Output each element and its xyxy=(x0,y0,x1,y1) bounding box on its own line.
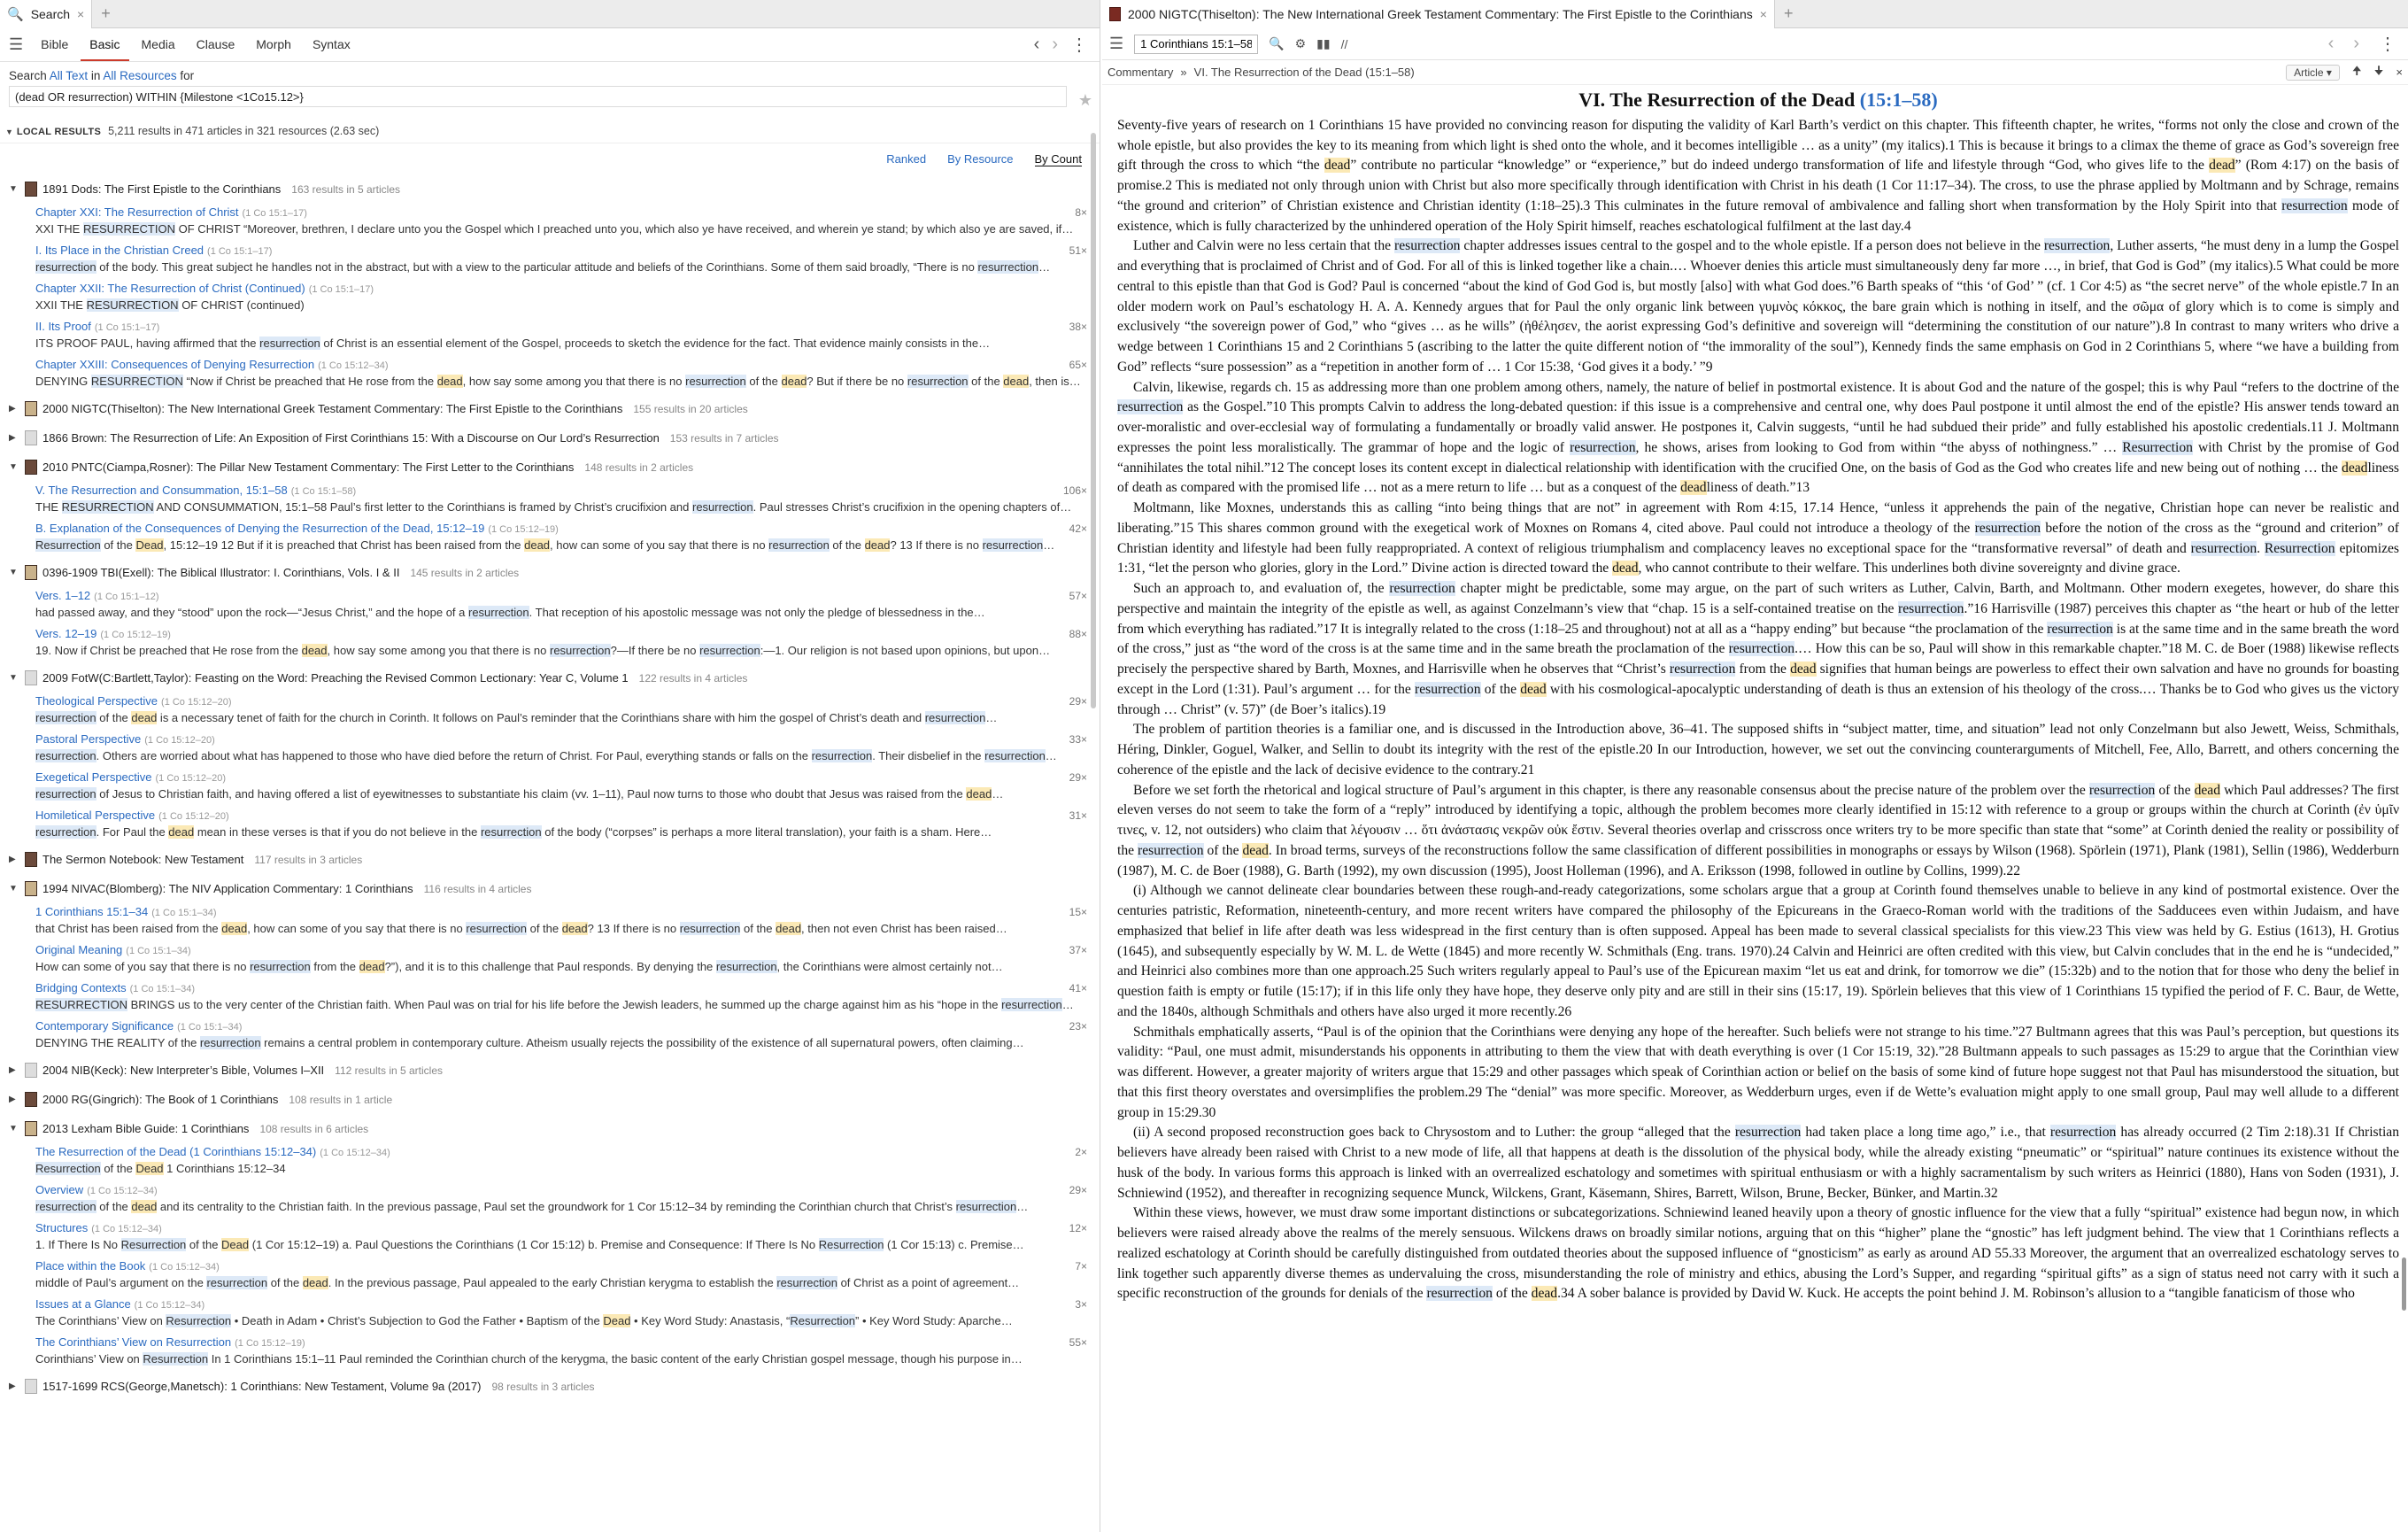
results-scrollbar[interactable] xyxy=(1091,133,1096,708)
result-hit-heading xyxy=(35,770,1087,786)
result-hit-count: 42× xyxy=(1069,522,1087,535)
result-hit[interactable] xyxy=(9,980,1087,1013)
article-heading xyxy=(1117,90,2399,111)
result-group-title[interactable]: 2010 PNTC(Ciampa,Rosner): The Pillar New Testament Commentary: The First Letter to the Corinthians xyxy=(42,460,575,474)
search-mode-bar xyxy=(0,28,1100,62)
result-hit-snippet: resurrection. Others are worried about what has happened to those who have died before the return of Christ. For Paul, everything stands or falls on the resurrection. Their disbelief in the resurrection… xyxy=(35,749,1057,762)
result-hit[interactable] xyxy=(9,1144,1087,1177)
add-tab-button[interactable]: + xyxy=(1783,4,1794,22)
result-group-header[interactable] xyxy=(9,398,1087,419)
result-hit-count: 29× xyxy=(1069,1184,1087,1196)
result-hit-snippet: RESURRECTION BRINGS us to the very center of the Christian faith. When Paul was on trial for his life before the Jewish leaders, he summed up the charge against him as his “hope in the resurrection… xyxy=(35,998,1074,1011)
reader-panel xyxy=(1102,0,2408,1532)
result-hit-reference: (1 Co 15:12–34) xyxy=(87,1186,158,1196)
result-hit-snippet: XXII THE RESURRECTION OF CHRIST (continued) xyxy=(35,298,305,312)
back-icon[interactable]: ‹ xyxy=(2327,34,2335,53)
result-hit-snippet: Resurrection of the Dead 1 Corinthians 15:12–34 xyxy=(35,1162,286,1175)
book-icon xyxy=(25,460,37,475)
result-hit-count: 33× xyxy=(1069,733,1087,746)
article-paragraph: (i) Although we cannot delineate clear boundaries between these rough-and-ready categorizations, some scholars argue that a group at Corinth found themselves unable to believe in any kind of postmortal existence. Over the centuries patristic, Reformation, nineteenth-century, and more recent writers have compared the philosophy of the Epicureans in the Graeco-Roman world with the traditions of the Sadducees even within Judaism, and have emphasized that belief in life after death was less widespread in the first century than is often supposed. Appeal has been made to several classical specialists for this view.23 This view was held by G. Estius (1613), H. Grotius (1645), and subsequently especially by W. M. L. de Wette (1845) and more recently W. Schmithals (Eng. trans. 1970).24 Calvin and Heinrici are often credited with this view, but Calvin concludes that in the end he is “undecided,” and Heinrici also combines more than one approach.25 Such writers regularly appeal to Paul’s use of the Epicurean maxim “let us eat and drink, for tomorrow we die” (15:32b) and to the notion that for those who deny the belief in question faith is empty or futile (15:17); if in this life only they have hope, they deserve only pity and are still in their sins (15:17, 19). Spörlein believes that this view of 1 Corinthians 15 typified the period of F. C. Baur, de Wette, and the 1840s, although Schmithals and others have also urged it more recently.26 xyxy=(1117,883,2399,1019)
result-hit-snippet: How can some of you say that there is no resurrection from the dead?”), and it is to this challenge that Paul responds. By denying the resurrection, the Corinthians were almost certainly not… xyxy=(35,960,1003,973)
tab-bible[interactable]: Bible xyxy=(41,37,69,51)
result-hit[interactable] xyxy=(9,357,1087,390)
result-hit-reference: (1 Co 15:12–20) xyxy=(144,735,215,746)
result-hit-reference: (1 Co 15:12–19) xyxy=(235,1338,305,1349)
result-hit-snippet: DENYING THE REALITY of the resurrection remains a central problem in contemporary culture. Atheism usually rejects the possibility of the existence of all supernatural powers, often claiming… xyxy=(35,1036,1024,1049)
sort-options xyxy=(0,143,1100,166)
result-hit-reference: (1 Co 15:1–34) xyxy=(126,946,191,956)
result-hit-heading xyxy=(35,1258,1087,1275)
arrow-down-icon[interactable]: 🠋 xyxy=(2373,63,2384,77)
search-icon: 🔍 xyxy=(7,6,24,22)
chevron-right-icon[interactable]: ▶ xyxy=(9,1381,16,1391)
tab-media[interactable]: Media xyxy=(141,37,175,51)
resource-tab-title: 2000 NIGTC(Thiselton): The New International Greek Testament Commentary: The First Epistle to the Corinthians xyxy=(1128,6,1753,21)
book-icon xyxy=(25,670,37,685)
chevron-right-icon[interactable]: ▶ xyxy=(9,1095,16,1104)
result-hit-snippet: middle of Paul’s argument on the resurrection of the dead. In the previous passage, Paul appealed to the early Christian kerygma to establish the resurrection of Christ as a point of agreement… xyxy=(35,1276,1020,1289)
result-hit-snippet: resurrection of the dead and its centrality to the Christian faith. In the previous passage, Paul set the groundwork for 1 Cor 15:12–34 by reminding the Corinthian church that Christ’s resurrection… xyxy=(35,1200,1029,1213)
sort-ranked[interactable]: Ranked xyxy=(886,152,927,166)
result-hit[interactable] xyxy=(9,1018,1087,1051)
result-group-count: 145 results in 2 articles xyxy=(410,566,520,579)
result-group-count: 116 results in 4 articles xyxy=(423,882,532,895)
result-group-title[interactable]: 2013 Lexham Bible Guide: 1 Corinthians xyxy=(42,1122,250,1135)
more-icon[interactable]: ⋮ xyxy=(1070,35,1088,55)
result-hit-snippet: The Corinthians’ View on Resurrection • Death in Adam • Christ’s Subjection to God the Father • Baptism of the Dead • Key Word Study: Anastasis, “Resurrection” • Key Word Study: Aparche… xyxy=(35,1314,1013,1327)
article-paragraph: Schmithals emphatically asserts, “Paul is of the opinion that the Corinthians were denying any hope of the hereafter. Such beliefs were not strange to his time.”27 Bultmann agrees that this was Paul’s perception, but questions its validity: “Paul, one must admit, misunderstands his opponents in attributing to them the view that with death everything is over (1 Cor 15:19, 32).”28 Bultmann appeals to such passages as 15:29 to argue that the Corinthian view was different. However, a greater majority of writers argue that 15:29 and other passages which speak of Corinthian action or belief on the basis of some kind of future hope suggest not that Paul has misunderstood the situation, but that this first theory overstates and oversimplifies the problem.29 The “denial” was more specific. Moreover, as Wedderburn urges, even if de Wette’s evaluation might apply to one small group, Paul may well allude to a different group in 15:29.30 xyxy=(1117,1024,2399,1120)
result-hit-title[interactable]: Issues at a Glance xyxy=(35,1297,131,1311)
result-hit-heading xyxy=(35,1182,1087,1199)
result-hit-count: 8× xyxy=(1075,206,1087,219)
result-group-header[interactable] xyxy=(9,428,1087,448)
result-hit-heading xyxy=(35,626,1087,643)
result-hit-title[interactable]: Theological Perspective xyxy=(35,694,158,708)
book-icon xyxy=(25,1063,37,1078)
result-hit-count: 38× xyxy=(1069,321,1087,333)
result-hit-count: 65× xyxy=(1069,359,1087,371)
result-hit-title[interactable]: Bridging Contexts xyxy=(35,981,127,994)
close-icon[interactable]: × xyxy=(1759,6,1767,21)
article-paragraph: Calvin, likewise, regards ch. 15 as addressing more than one problem among others, namely, the nature of belief in postmortal existence. It is about God and the nature of the gospel; this is why Paul “refers to the doctrine of the resurrection as the Gospel.”10 This prompts Calvin to address the long-debated question: if this issue is a comprehensive and central one, why does Paul postpone it until almost the end of the epistle? His answer tends toward an over-moralistic and over-ecclesial way of formulating a fundamentally or broadly valid answer. He postpones it, Calvin suggests, “until he had subdued their pride” and fully established his apostolic credentials.11 J. Moltmann expresses the point less moralistically. The grammar of hope and the logic of resurrection, he shows, arises from looking to God from within “the abyss of nothingness.” … Resurrection with Christ by the promise of God “annihilates the total nihil.”12 The concept loses its content except in dialectical relationship with identification with the crucified One, on the basis of God as the God who creates life and new being out of nothing … the deadliness of death as compared with the promised life … not as a mere return to life … but as a conquest of the deadliness of death.”13 xyxy=(1117,379,2399,496)
result-hit[interactable] xyxy=(9,904,1087,937)
book-icon xyxy=(25,1121,37,1136)
result-hit[interactable] xyxy=(9,942,1087,975)
result-hit-heading xyxy=(35,980,1087,997)
result-hit-heading xyxy=(35,483,1087,499)
result-hit-title[interactable]: B. Explanation of the Consequences of Denying the Resurrection of the Dead, 15:12–19 xyxy=(35,522,485,535)
result-hit[interactable] xyxy=(9,626,1087,659)
result-hit-title[interactable]: Chapter XXIII: Consequences of Denying Resurrection xyxy=(35,358,315,371)
result-hit-reference: (1 Co 15:12–20) xyxy=(158,811,229,822)
result-hit-reference: (1 Co 15:1–12) xyxy=(94,592,159,602)
result-hit-heading xyxy=(35,205,1087,221)
chevron-right-icon[interactable]: ▶ xyxy=(9,404,16,414)
result-hit-reference: (1 Co 15:1–58) xyxy=(290,486,357,497)
result-hit[interactable] xyxy=(9,588,1087,621)
result-hit-heading xyxy=(35,693,1087,710)
result-hit-count: 106× xyxy=(1062,484,1087,497)
result-hit[interactable] xyxy=(9,205,1087,237)
result-hit-reference: (1 Co 15:1–17) xyxy=(94,322,160,333)
result-hit[interactable] xyxy=(9,1182,1087,1215)
tab-basic[interactable]: Basic xyxy=(81,28,128,61)
back-icon[interactable]: ‹ xyxy=(1033,35,1040,54)
book-icon xyxy=(25,1092,37,1107)
chevron-down-icon[interactable]: ▼ xyxy=(5,128,13,136)
result-hit-snippet: THE RESURRECTION AND CONSUMMATION, 15:1–58 Paul’s first letter to the Corinthians is framed by Christ’s crucifixion and resurrection. Paul stresses Christ’s crucifixion in the opening chapters of… xyxy=(35,500,1072,514)
result-hit-snippet: resurrection of the body. This great subject he handles not in the abstract, but with a view to the particular attitude and beliefs of the Corinthians. Some of them said broadly, “There is no resurrection… xyxy=(35,260,1051,274)
right-tab-bar xyxy=(1102,0,2408,28)
result-hit-snippet: resurrection of Jesus to Christian faith, and having offered a list of eyewitnesses to substantiate his claim (vv. 1–11), Paul now turns to those who doubt that Jesus was raised from the dead… xyxy=(35,787,1004,801)
chevron-right-icon[interactable]: ▶ xyxy=(9,1065,16,1075)
article-paragraph: Luther and Calvin were no less certain that the resurrection chapter addresses issues central to the gospel and to the whole epistle. If a person does not believe in the resurrection, Luther asserts, “he must deny in a lump the Gospel and everything that is proclaimed of Christ and of God. For all of this is linked together like a chain.… Whoever denies this article must simultaneously deny far more …, in brief, that God is God” (my italics).5 What could be more central to this epistle than that God is God? Paul is concerned “about the kind of God God is, but mostly [also] with what God does.”6 Barth speaks of “this ‘of God’ ” (cf. 1 Cor 4:5) as “the secret nerve” of the whole epistle.7 In an older modern work on Paul’s eschatology H. A. A. Kennedy argues that for Paul the only organic link between γυμνὸς κόκκος, the bare grain which is nothing in itself, and the σῶμα of glory which is to come is simply and exclusively “the sovereign power of God,” who “gives … as he wills” (ἠθέλησεν, the aorist expressing God’s definitive and sovereign will “determining the constitution of our nature”).8 In contrast to many writers who drive a wedge between 1 Corinthians 15 and 2 Corinthians 5 (ascribing to the latter the quite different notion of “the immorality of the soul”), Kennedy finds the same emphasis on God in 2 Corinthians 5, where “we have a building from God” reflects “sure possession” as a “repetition in another form of … 1 Cor 15:38, ‘God gives it a body.’ ”9 xyxy=(1117,238,2399,375)
result-hit-heading xyxy=(35,521,1087,538)
result-hit-snippet: DENYING RESURRECTION “Now if Christ be preached that He rose from the dead, how say some among you that there is no resurrection of the dead? But if there be no resurrection of the dead, then is… xyxy=(35,375,1081,388)
chevron-right-icon[interactable]: ▶ xyxy=(9,855,16,864)
result-hit-count: 31× xyxy=(1069,809,1087,822)
result-hit-snippet: 1. If There Is No Resurrection of the Dead (1 Cor 15:12–19) a. Paul Questions the Corinthians (1 Cor 15:12) b. Premise and Consequence: If There Is No Resurrection (1 Cor 15:13) c. Premise… xyxy=(35,1238,1024,1251)
article-dropdown[interactable]: Article ▾ xyxy=(2286,65,2340,81)
result-hit-snippet: had passed away, and they “stood” upon the rock—“Jesus Christ,” and the hope of a resurrection. That reception of his apostolic message was not only the pledge of blessedness in the… xyxy=(35,606,985,619)
result-hit-title[interactable]: Overview xyxy=(35,1183,84,1196)
chevron-down-icon[interactable]: ▼ xyxy=(9,568,18,577)
result-hit-heading xyxy=(35,1220,1087,1237)
book-icon xyxy=(1109,7,1121,21)
result-hit-heading xyxy=(35,357,1087,374)
close-icon[interactable]: × xyxy=(2396,66,2403,79)
result-group-count: 148 results in 2 articles xyxy=(584,460,694,474)
search-scope xyxy=(0,62,1100,82)
article-label: Article xyxy=(2294,66,2324,79)
in-label: in xyxy=(90,69,101,82)
result-group-title[interactable]: 2000 NIGTC(Thiselton): The New International Greek Testament Commentary: The First Epistle to the Corinthians xyxy=(42,402,623,415)
result-group-header[interactable] xyxy=(9,668,1087,688)
for-label: for xyxy=(180,69,195,82)
result-hit-title[interactable]: Structures xyxy=(35,1221,89,1234)
result-hit[interactable] xyxy=(9,1296,1087,1329)
result-hit-count: 29× xyxy=(1069,695,1087,708)
result-group-header[interactable] xyxy=(9,1376,1087,1397)
breadcrumb-separator: » xyxy=(1180,66,1187,79)
result-group-header[interactable] xyxy=(9,1118,1087,1139)
close-icon[interactable]: × xyxy=(77,6,85,21)
left-tab-bar xyxy=(0,0,1100,28)
result-hit-count: 15× xyxy=(1069,906,1087,918)
result-hit-title[interactable]: Vers. 12–19 xyxy=(35,627,97,640)
all-text-link[interactable]: All Text xyxy=(49,69,89,82)
result-group-count: 117 results in 3 articles xyxy=(254,853,363,866)
result-hit-title[interactable]: Contemporary Significance xyxy=(35,1019,174,1033)
chevron-down-icon[interactable]: ▼ xyxy=(9,462,18,472)
result-hit-title[interactable]: Chapter XXII: The Resurrection of Christ (Continued) xyxy=(35,282,305,295)
result-group-title[interactable]: 1866 Brown: The Resurrection of Life: An Exposition of First Corinthians 15: With a Discourse on Our Lord’s Resurrection xyxy=(42,431,660,445)
result-hit-reference: (1 Co 15:12–34) xyxy=(318,360,389,371)
result-hit-heading xyxy=(35,1018,1087,1035)
resource-tab[interactable] xyxy=(1102,0,1775,28)
chevron-down-icon[interactable]: ▼ xyxy=(9,673,18,683)
star-icon[interactable]: ★ xyxy=(1077,91,1092,109)
result-hit-heading xyxy=(35,588,1087,605)
results-list xyxy=(0,166,1100,1397)
result-group-header[interactable] xyxy=(9,849,1087,870)
tab-morph[interactable]: Morph xyxy=(256,37,291,51)
search-tab[interactable] xyxy=(0,0,92,28)
chevron-down-icon[interactable]: ▼ xyxy=(9,184,18,194)
result-hit-count: 37× xyxy=(1069,944,1087,956)
result-hit-title[interactable]: Pastoral Perspective xyxy=(35,732,142,746)
result-hit-count: 23× xyxy=(1069,1020,1087,1033)
reference-input[interactable] xyxy=(1134,35,1258,54)
book-icon xyxy=(25,881,37,896)
menu-icon[interactable]: ☰ xyxy=(9,35,24,53)
result-hit[interactable] xyxy=(9,1220,1087,1253)
result-hit-title[interactable]: V. The Resurrection and Consummation, 15:1–58 xyxy=(35,484,288,497)
article-heading-text: VI. The Resurrection of the Dead xyxy=(1578,89,1856,111)
result-group-count: 108 results in 1 article xyxy=(289,1093,393,1106)
result-hit-title[interactable]: I. Its Place in the Christian Creed xyxy=(35,244,205,257)
result-hit-snippet: XXI THE RESURRECTION OF CHRIST “Moreover, brethren, I declare unto you the Gospel which I preached unto you, which also ye have received, and wherein ye stand; by which also ye are saved, if… xyxy=(35,222,1074,236)
result-hit-heading xyxy=(35,1296,1087,1313)
result-hit-reference: (1 Co 15:1–34) xyxy=(177,1022,243,1033)
result-hit-title[interactable]: Vers. 1–12 xyxy=(35,589,91,602)
result-hit-count: 3× xyxy=(1075,1298,1087,1311)
heading-reference-link[interactable]: (15:1–58) xyxy=(1859,89,1938,111)
result-hit-heading xyxy=(35,808,1087,824)
search-icon[interactable]: 🔍 xyxy=(1269,36,1285,50)
result-group-header[interactable] xyxy=(9,1089,1087,1110)
result-hit-title[interactable]: Exegetical Perspective xyxy=(35,770,152,784)
results-count-text: 5,211 results in 471 articles in 321 resources (2.63 sec) xyxy=(108,125,380,137)
breadcrumb-root[interactable]: Commentary xyxy=(1108,66,1174,79)
result-hit-reference: (1 Co 15:12–20) xyxy=(155,773,227,784)
result-group-header[interactable] xyxy=(9,562,1087,583)
result-group-title[interactable]: 1891 Dods: The First Epistle to the Corinthians xyxy=(42,182,282,196)
result-hit-heading xyxy=(35,1144,1087,1161)
more-icon[interactable]: ⋮ xyxy=(2379,35,2396,54)
book-icon xyxy=(25,401,37,416)
result-hit-count: 29× xyxy=(1069,771,1087,784)
result-hit-title[interactable]: The Resurrection of the Dead (1 Corinthians 15:12–34) xyxy=(35,1145,317,1158)
result-hit-reference: (1 Co 15:12–20) xyxy=(161,697,232,708)
result-hit-snippet: resurrection. For Paul the dead mean in these verses is that if you do not believe in the resurrection of the body (“corpses” is perhaps a more literal translation), your faith is a sham. Here… xyxy=(35,825,992,839)
result-hit-reference: (1 Co 15:1–17) xyxy=(207,246,273,257)
result-hit-reference: (1 Co 15:1–34) xyxy=(129,984,196,994)
menu-icon[interactable]: ☰ xyxy=(1109,35,1124,52)
result-hit-title[interactable]: Homiletical Perspective xyxy=(35,809,156,822)
result-hit-title[interactable]: II. Its Proof xyxy=(35,320,91,333)
result-group-count: 122 results in 4 articles xyxy=(638,671,748,685)
result-hit-count: 55× xyxy=(1069,1336,1087,1349)
result-hit-title[interactable]: The Corinthians’ View on Resurrection xyxy=(35,1335,232,1349)
result-hit-reference: (1 Co 15:12–19) xyxy=(100,630,171,640)
result-group-header[interactable] xyxy=(9,878,1087,899)
result-hit-reference: (1 Co 15:12–34) xyxy=(320,1148,390,1158)
reader-toolbar xyxy=(1102,28,2408,60)
result-hit-count: 2× xyxy=(1075,1146,1087,1158)
result-hit-count: 12× xyxy=(1069,1222,1087,1234)
result-hit-heading xyxy=(35,942,1087,959)
search-label: Search xyxy=(9,69,47,82)
tab-clause[interactable]: Clause xyxy=(196,37,235,51)
result-hit-snippet: ITS PROOF PAUL, having affirmed that the resurrection of Christ is an essential element of the Gospel, proceeds to sketch the evidence for the fact. That evidence mainly consists in the… xyxy=(35,337,991,350)
columns-icon[interactable]: ▮▮ xyxy=(1316,36,1331,50)
result-hit-snippet: Corinthians’ View on Resurrection In 1 Corinthians 15:1–11 Paul reminded the Corinthian church of the kerygma, the basic content of the early Christian gospel message, though his purpose in… xyxy=(35,1352,1023,1366)
result-hit-count: 41× xyxy=(1069,982,1087,994)
result-hit[interactable] xyxy=(9,770,1087,802)
result-hit-reference: (1 Co 15:12–34) xyxy=(134,1300,205,1311)
article-paragraph: Moltmann, like Moxnes, understands this as calling “into being things that are not” in agreement with Rom 4:15, 17.14 Hence, “unless it apprehends the pain of the negative, Christian hope can never be realistic and liberating.”15 This shares common ground with the exegetical work of Moxnes on Romans 4, cited above. Paul could not introduce a theology of the resurrection before the notion of the cross as the “ground and criterion” of Christian identity and lifestyle had been fully reappropriated. A context of religious triumphalism and complacency leaves no exceptional space for the “transformative reversal” of death and resurrection. Resurrection epitomizes 1:31, “let the person who glories, glory in the Lord.” Divine action is directed toward the dead, who cannot contribute to their welfare. This underlines both divine sovereignty and divine grace. xyxy=(1117,500,2400,576)
breadcrumb xyxy=(1102,60,2408,85)
result-group-title[interactable]: 2004 NIB(Keck): New Interpreter’s Bible, Volumes I–XII xyxy=(42,1064,325,1077)
result-hit-count: 51× xyxy=(1069,244,1087,257)
result-hit-reference: (1 Co 15:12–34) xyxy=(149,1262,220,1273)
result-hit[interactable] xyxy=(9,281,1087,313)
result-group-header[interactable] xyxy=(9,1060,1087,1080)
result-hit-heading xyxy=(35,281,1087,298)
article-paragraph: Seventy-five years of research on 1 Corinthians 15 have provided no convincing reason for disputing the validity of Karl Barth’s verdict on this chapter. This fifteenth chapter, he writes, “forms not only the close and crown of the whole epistle, but also provides the key to its meaning from which light is shed onto the whole, and it becomes intelligible … as a unity” (my italics).1 This is because it brings to a climax the theme of grace as God’s sovereign free gift through the cross to which “the dead” contribute no particular “knowledge” or “experience,” but do indeed undergo transformation of life and lifestyle through “God, who gives life to the dead” (Rom 4:17) on the basis of promise.2 This is mediated not only through union with Christ but also more specifically through identification with Christ in his death (1 Cor 11:17–34). The cross, to use the phrase applied by Moltmann and by Schrage, remains “the ground and criterion” of Christian existence and Christian identity (1:18–25).3 This culminates in the future removal of ambivalence and falling short when transformation by the Holy Spirit into that resurrection mode of existence, which is fully characterized by the unhindered operation of the Holy Spirit himself, reaches eschatological fulfilment at the last day.4 xyxy=(1117,117,2399,234)
reader-scrollbar[interactable] xyxy=(2402,1257,2406,1311)
article-paragraph: Before we set forth the rhetorical and logical structure of Paul’s argument in this chapter, is there any reasonable consensus about the precise nature of the problem over the resurrection of the dead which Paul addresses? The first eleven verses do not seem to take the form of a “reply” introduced by identifying a topic, although the problem becomes more clearly identified in 15:12 with reference to a group or groups within the church at Corinth (ἐν ὑμῖν τινες, v. 12, not outsiders) who claim that λέγουσιν … ὅτι ἀνάστασις νεκρῶν οὐκ ἔστιν. Several theories overlap and crisscross once writers try to be more specific than state that “some” at Corinth denied the reality or possibility of the resurrection of the dead. In broad terms, surveys of the reconstructions follow the same classification of different possibilities in monographs or essays by Wilson (1968). Spörlein (1971), Plank (1981), Sellin (1986), Wedderburn (1987), M. C. de Boer (1988), G. Barth (1992), my own discussion (1995), Joost Holleman (1996), and A. Eriksson (1998, followed in outline by Collins, 1999).22 xyxy=(1117,782,2399,878)
book-icon xyxy=(25,430,37,445)
result-hit-title[interactable]: Original Meaning xyxy=(35,943,123,956)
result-group-title[interactable]: 2000 RG(Gingrich): The Book of 1 Corinthians xyxy=(42,1093,279,1106)
chevron-right-icon[interactable]: ▶ xyxy=(9,433,16,443)
result-hit[interactable] xyxy=(9,808,1087,840)
forward-icon[interactable]: › xyxy=(2353,34,2359,53)
result-hit-count: 57× xyxy=(1069,590,1087,602)
result-hit[interactable] xyxy=(9,1258,1087,1291)
article-paragraph: Within these views, however, we must draw some important distinctions or subcategorizations. Schniewind leaned heavily upon a theory of gnostic influence for the view that a fully “spiritual” existence had begun now, in which believers were raised already above the realms of the merely sensuous. Wilckens draws on broadly similar notions, arguing that on this “higher” plane the “gnostic” has left judgment behind. The view that 1 Corinthians reflects a realized eschatology at Corinth should be carefully distinguished from outdated theories about the supposed influence of “gnosticism” as early as around AD 55.33 Moreover, the argument that an overrealized eschatology serves to link together such apparently diverse themes as undervaluing the cross, misunderstanding the role of ministry and ethics, abusing the Lord’s Supper, and regarding “spiritual gifts” as a sign of status need not carry with it such a specific reconstruction of the grounds for denials of the resurrection of the dead.34 A sober balance is provided by David W. Kuck. He accepts the point behind J. M. Robinson’s allusion to a “tangible fanaticism of those who xyxy=(1117,1205,2399,1302)
sort-by-resource[interactable]: By Resource xyxy=(947,152,1014,166)
result-hit-heading xyxy=(35,731,1087,748)
result-hit-snippet: Resurrection of the Dead, 15:12–19 12 But if it is preached that Christ has been raised from the dead, how can some of you say that there is no resurrection of the dead? 13 If there is no resurrection… xyxy=(35,538,1055,552)
breadcrumb-section[interactable]: VI. The Resurrection of the Dead (15:1–58) xyxy=(1193,66,1415,79)
results-summary xyxy=(0,125,1100,143)
parallel-icon[interactable]: // xyxy=(1340,36,1348,51)
forward-icon[interactable]: › xyxy=(1052,35,1058,54)
visual-filter-icon[interactable]: ⚙ xyxy=(1294,36,1307,50)
result-hit-title[interactable]: 1 Corinthians 15:1–34 xyxy=(35,905,149,918)
chevron-down-icon[interactable]: ▼ xyxy=(9,884,18,894)
result-group-count: 108 results in 6 articles xyxy=(259,1122,369,1135)
local-results-label: LOCAL RESULTS xyxy=(16,127,102,137)
chevron-down-icon[interactable]: ▼ xyxy=(9,1124,18,1134)
search-input[interactable]: (dead OR resurrection) WITHIN {Milestone <1Co15.12>} xyxy=(9,86,1067,107)
result-hit-snippet: resurrection of the dead is a necessary tenet of faith for the church in Corinth. It follows on Paul’s reminder that the Corinthians share with him the gospel of Christ’s death and resurrection… xyxy=(35,711,998,724)
result-hit-reference: (1 Co 15:1–17) xyxy=(242,208,307,219)
result-hit-snippet: 19. Now if Christ be preached that He rose from the dead, how say some among you that there is no resurrection?—If there be no resurrection:—1. Our religion is not based upon opinions, but upon… xyxy=(35,644,1051,657)
result-hit-title[interactable]: Place within the Book xyxy=(35,1259,146,1273)
result-hit-reference: (1 Co 15:12–19) xyxy=(488,524,559,535)
result-hit-heading xyxy=(35,319,1087,336)
result-group-count: 163 results in 5 articles xyxy=(291,182,401,196)
result-hit-heading xyxy=(35,243,1087,259)
result-hit-count: 7× xyxy=(1075,1260,1087,1273)
result-group-header[interactable] xyxy=(9,179,1087,199)
article-paragraph: (ii) A second proposed reconstruction goes back to Chrysostom and to Luther: the group “alleged that the resurrection had taken place a long time ago,” i.e., that resurrection has already occurred (2 Tim 2:18).31 If Christian believers have already been raised with Christ to a new mode of life, all that happens at death is the dissolution of the physical body, while the already existing “pneumatic” or “spiritual” nature continues its existence without the husk of the body. In various forms this approach is linked with an overrealized eschatology and sometimes with spiritual enthusiasm or with a highly sacramentalism by such writers as Heinrici (1880), Hans von Soden (1931), J. Schniewind (1952), and thereafter in recognizing sequence Munck, Wilckens, Grant, Käsemann, Shires, Barrett, Wilson, Brune, Becker, Bünker, and Martin.32 xyxy=(1117,1125,2399,1201)
result-hit[interactable] xyxy=(9,1335,1087,1367)
result-group-count: 112 results in 5 articles xyxy=(335,1064,444,1077)
book-icon xyxy=(25,565,37,580)
result-hit-reference: (1 Co 15:1–17) xyxy=(308,284,374,295)
article-paragraph: The problem of partition theories is a familiar one, and is discussed in the Introduction above, 36–41. The supposed shifts in “subject matter, time, and situation” lead not only Conzelmann but also Jewett, Weiss, Schmithals, Héring, Dinkler, Goguel, Walker, and Sellin to doubt its integrity with the rest of the epistle.20 In our Introduction, however, we set out the convincing counterarguments of Mitchell, Fee, Allo, Barrett, and others concerning the coherence of the epistle and the lack of decisive evidence to the contrary.21 xyxy=(1117,722,2399,778)
result-group-count: 98 results in 3 articles xyxy=(491,1380,595,1393)
result-hit-snippet: that Christ has been raised from the dead, how can some of you say that there is no resurrection of the dead? 13 If there is no resurrection of the dead, then not even Christ has been raised… xyxy=(35,922,1007,935)
result-group-title[interactable]: 1517-1699 RCS(George,Manetsch): 1 Corinthians: New Testament, Volume 9a (2017) xyxy=(42,1380,482,1393)
book-icon xyxy=(25,852,37,867)
sort-by-count[interactable]: By Count xyxy=(1034,152,1082,166)
result-group-count: 153 results in 7 articles xyxy=(669,431,779,445)
result-group-title[interactable]: 1994 NIVAC(Blomberg): The NIV Application Commentary: 1 Corinthians xyxy=(42,882,413,895)
result-group-title[interactable]: 2009 FotW(C:Bartlett,Taylor): Feasting on the Word: Preaching the Revised Common Lectionary: Year C, Volume 1 xyxy=(42,671,629,685)
result-hit[interactable] xyxy=(9,483,1087,515)
add-tab-button[interactable]: + xyxy=(101,4,111,22)
article-paragraph: Such an approach to, and evaluation of, the resurrection chapter might be predictable, some may argue, on the part of such writers as Luther, Calvin, Barth, and Moltmann. Other modern exegetes, however, do share this perspective and maintain the integrity of the epistle as well, as against Conzelmann’s view that “chap. 15 is a self-contained treatise on the resurrection.”16 Harrisville (1987) perceives this chapter as “the heart or hub of the letter from which everything has radiated.”17 It is integrally related to the cross (1:18–25 and throughout) not at all as a “happy ending” but because “the proclamation of the resurrection is at the same time and in the same breath the word of the cross,” just as “the word of the cross is at the same time and in the same breath the proclamation of the resurrection.… How this can be so, Paul will show in this remarkable chapter.”18 M. C. de Boer (1988) likewise reflects precisely the perspective shared by Barth, Moxnes, and Harrisville when he observes that “Christ’s resurrection from the dead signifies that human beings are powerless to effect their own salvation and have no grounds for boasting except in the Lord (1:31). Paul’s argument … for the resurrection of the dead with his cosmological-apocalyptic understanding of death is thus an extension of his theology of the cross.… Thanks be to God who gives us the victory through … Christ” (v. 57)” (de Boer’s italics).19 xyxy=(1117,581,2399,717)
result-hit[interactable] xyxy=(9,521,1087,553)
result-hit-heading xyxy=(35,1335,1087,1351)
result-group-count: 155 results in 20 articles xyxy=(633,402,748,415)
result-hit-title[interactable]: Chapter XXI: The Resurrection of Christ xyxy=(35,205,239,219)
search-panel xyxy=(0,0,1100,1532)
search-tab-title: Search xyxy=(30,6,71,21)
result-hit-heading xyxy=(35,904,1087,921)
book-icon xyxy=(25,1379,37,1394)
result-hit-reference: (1 Co 15:12–34) xyxy=(91,1224,162,1234)
tab-syntax[interactable]: Syntax xyxy=(312,37,351,51)
result-hit-reference: (1 Co 15:1–34) xyxy=(151,908,217,918)
result-hit[interactable] xyxy=(9,693,1087,726)
book-icon xyxy=(25,182,37,197)
all-resources-link[interactable]: All Resources xyxy=(103,69,177,82)
arrow-up-icon[interactable]: 🠉 xyxy=(2351,63,2362,77)
result-hit[interactable] xyxy=(9,319,1087,352)
result-group-header[interactable] xyxy=(9,457,1087,477)
result-hit[interactable] xyxy=(9,731,1087,764)
result-hit-count: 88× xyxy=(1069,628,1087,640)
result-hit[interactable] xyxy=(9,243,1087,275)
result-group-title[interactable]: 0396-1909 TBI(Exell): The Biblical Illustrator: I. Corinthians, Vols. I & II xyxy=(42,566,400,579)
article-body xyxy=(1102,90,2408,1304)
result-group-title[interactable]: The Sermon Notebook: New Testament xyxy=(42,853,244,866)
